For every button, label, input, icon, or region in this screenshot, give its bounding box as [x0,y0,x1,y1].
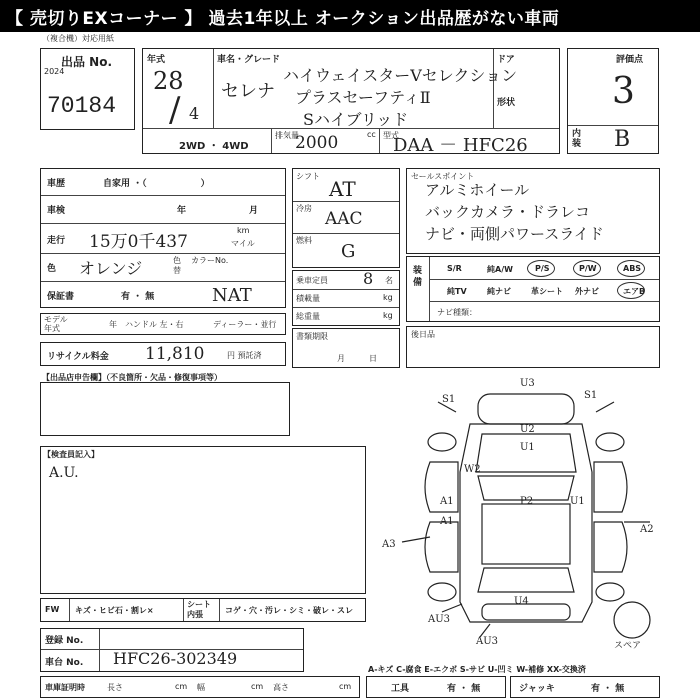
score-block [567,48,659,154]
mileage-label: 走行 [47,236,66,246]
mark-13: AU3 [428,614,451,625]
score-label: 評価点 [616,55,644,65]
hood [476,434,576,472]
doc-deadline-units: 月 日 [337,354,377,363]
name-label: 車名・グレード [217,55,281,65]
wheel-front-right [596,433,624,451]
garage-cert-row [40,676,360,698]
eq-navi: 純ナビ [487,287,511,296]
car-diagram [370,372,670,652]
color-change-label: 色替 [173,256,181,275]
inspection-year-unit: 年 [177,206,187,216]
load-label: 積載量 [296,294,320,303]
cert-height: 高さ [273,683,289,692]
color-no-label: カラーNo. [191,256,229,265]
cc-unit: cc [367,130,376,139]
color-label: 色 [47,264,57,274]
spare-tire [614,602,650,638]
wheel-rear-right [596,583,624,601]
lot-number: 70184 [47,93,117,119]
after-items-label: 後日品 [411,330,435,339]
mark-1: U3 [520,378,535,389]
right-rear-door [594,522,627,572]
warranty-label: 保証書 [47,292,75,302]
capacity-unit: 名 [385,276,393,285]
displacement-label: 排気量 [275,131,299,140]
sales-points-label: セールスポイント [411,172,475,181]
year-slash: / [169,90,181,130]
rear-window [478,568,574,592]
right-front-fender [594,462,627,512]
eq-leather: 革シート [531,287,563,296]
grade-line-2: プラスセーフティⅡ [295,88,431,107]
lot-label: 出品 No. [61,55,113,69]
score-value: 3 [612,71,635,112]
tools-value: 有 ・ 無 [447,684,481,694]
recycle-block [40,342,286,366]
cert-cm-1: cm [175,682,188,691]
capacity-block [292,270,400,326]
equipment-label: 装備 [413,266,423,288]
history-value: 自家用 ・（ ） [103,179,210,189]
chassis-value: HFC26-302349 [113,649,238,668]
sales-point-1: アルミホイール [425,181,530,199]
eq-power-steering: P/S [535,264,550,273]
fw-items: キズ・ヒビ石・割レ× [75,606,154,615]
sales-point-2: バックカメラ・ドラレコ [425,203,591,221]
wheel-front-left [428,433,456,451]
equipment-block [406,256,660,322]
mark-12: U4 [514,596,529,607]
circle-abs [617,260,645,277]
capacity-label: 乗車定員 [296,276,328,285]
circle-airbag [617,282,645,299]
declaration-label: 【出品店申告欄】（不良箇所・欠品・修復事項等） [42,373,222,382]
registration-block [40,628,304,672]
shape-label: 形状 [497,98,516,108]
cert-length: 長さ [107,683,123,692]
eq-abs: ABS [623,264,642,273]
eq-tv: 純TV [447,287,467,296]
jack-label: ジャッキ [519,684,555,694]
grade-line-3: Sハイブリッド [303,110,409,129]
mark-5: W2 [464,464,481,475]
mark-7: P2 [520,496,534,507]
doc-deadline-label: 書類期限 [296,332,328,341]
recycle-value: 11,810 [145,344,205,364]
year-label: 年式 [147,55,166,65]
color-value: オレンジ [79,259,143,278]
history-label: 車歴 [47,179,66,189]
mark-11: A3 [382,539,396,550]
mark-3: U2 [520,424,535,435]
month-value: 4 [189,104,200,123]
mark-10: A2 [640,524,654,535]
ac-label: 冷房 [296,204,312,213]
defect-legend: A-キズ C-腐食 E-エクボ S-サビ U-凹ミ W-補修 XX-交換済 [368,665,586,674]
front-bumper [478,394,574,424]
eq-power-window: P/W [579,264,597,273]
interior-value: B [614,127,631,152]
mark-6: A1 [440,496,454,507]
recycle-label: リサイクル料金 [47,352,109,362]
model-year-row [40,313,286,335]
eq-ext-navi: 外ナビ [575,287,599,296]
dealer-value: ディーラー・並行 [213,320,277,329]
fuel-label: 燃料 [296,236,312,245]
drive-type: 2WD ・ 4WD [179,141,249,152]
capacity-value: 8 [363,269,374,288]
mark-9: A1 [440,516,454,527]
inspection-label: 車検 [47,206,66,216]
cert-cm-3: cm [339,682,352,691]
mark-4: U1 [520,442,535,453]
chassis-label: 車台 No. [45,658,84,668]
header-block [142,48,560,154]
inspector-note: A.U. [49,465,79,481]
displacement-value: 2000 [295,133,339,153]
mile-unit: マイル [231,239,255,248]
handle-value: ハンドル 左・右 [125,320,184,329]
model-year-unit: 年 [109,320,117,329]
cert-width: 幅 [197,683,205,692]
color-no-value: NAT [212,285,252,306]
jack-value: 有 ・ 無 [591,684,625,694]
lot-year-tag: 2024 [44,67,65,76]
recycle-unit: 円 預託済 [227,351,262,360]
model-label: 型式 [383,131,399,140]
inspector-label: 【検査員記入】 [43,450,99,459]
circle-power-steering [527,260,555,277]
circle-power-window [573,260,601,277]
cert-cm-2: cm [251,682,264,691]
navi-type-label: ナビ種類： [437,308,477,317]
mark-0: S1 [442,394,456,405]
doc-deadline-block [292,328,400,368]
banner-title: 【 売切りEXコーナー 】 過去1年以上 オークション出品歴がない車両 [0,0,700,32]
shift-value: AT [329,177,356,201]
weight-label: 総重量 [296,312,320,321]
form-subtitle: （複合機）対応用紙 [42,34,114,43]
sales-points-block [406,168,660,254]
roof [482,504,570,564]
weight-unit: kg [383,311,393,320]
km-unit: km [237,226,250,235]
specs-block [292,168,400,268]
jack-row [510,676,660,698]
mark-14: AU3 [476,636,499,647]
mark-8: U1 [570,496,585,507]
spare-label: スペア [614,641,642,651]
door-label: ドア [497,55,515,65]
model-year-label: モデル年式 [44,315,68,333]
inspector-area [40,446,366,594]
sales-point-3: ナビ・両側パワースライド [425,225,604,243]
tools-row [366,676,506,698]
registration-label: 登録 No. [45,636,84,646]
inspection-month-unit: 月 [249,206,259,216]
seat-label: シート内張 [187,600,211,619]
after-items-block [406,326,660,368]
grade-line-1: ハイウェイスターVセレクション [283,66,518,85]
seat-items: コゲ・穴・汚レ・シミ・破レ・スレ [225,606,353,615]
wheel-rear-left [428,583,456,601]
year-value: 28 [153,67,184,95]
cert-label: 車庫証明時 [45,683,85,692]
warranty-value: 有 ・ 無 [121,292,155,302]
ac-value: AAC [325,209,363,229]
left-rear-door [425,522,458,572]
fw-label: FW [45,605,60,614]
load-unit: kg [383,293,393,302]
declaration-area [40,382,290,436]
eq-airbag: エアB [623,287,646,296]
tools-label: 工具 [391,684,410,694]
car-name: セレナ [221,81,275,102]
interior-label: 内装 [572,129,582,149]
shift-label: シフト [296,172,320,181]
model-value: DAA － HFC26 [393,135,528,156]
eq-alloy-wheel: 純A/W [487,265,513,274]
fuel-value: G [341,241,356,262]
mark-2: S1 [584,390,598,401]
defects-row [40,598,366,622]
eq-sunroof: S/R [447,264,462,273]
mileage-value: 15万0千437 [89,232,188,252]
lot-box [40,48,135,130]
